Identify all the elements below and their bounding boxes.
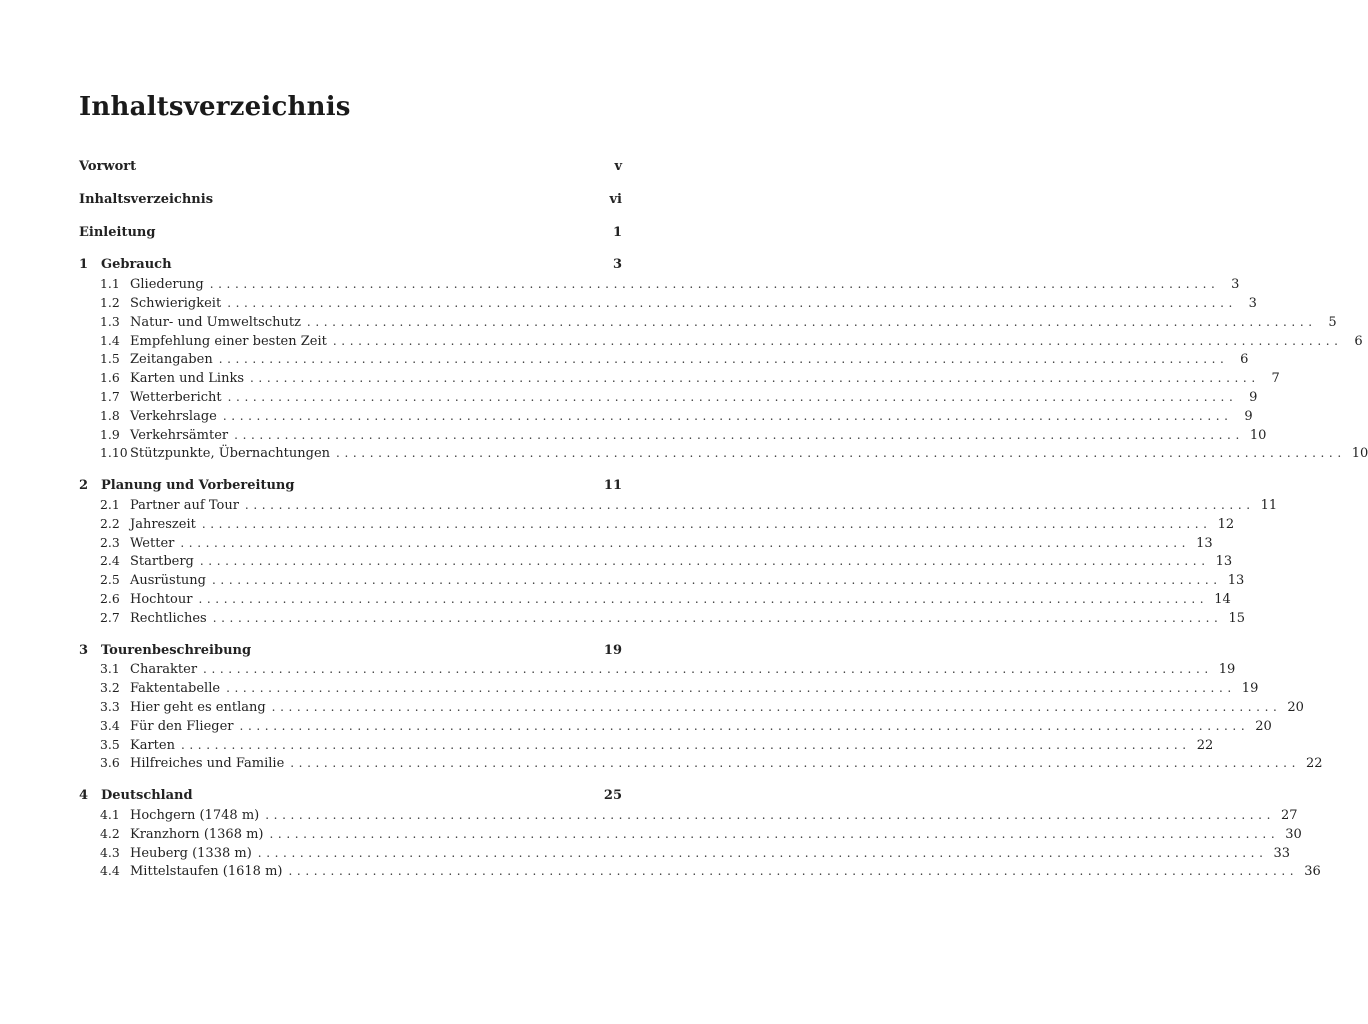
toc-dot-leader: ........................................................................................................................ xyxy=(199,554,1210,569)
toc-section-label: Für den Flieger xyxy=(130,718,234,734)
toc-section-label: Natur- und Umweltschutz xyxy=(130,314,301,330)
toc-front-entry[interactable] xyxy=(79,224,622,243)
toc-section-label: Kranzhorn (1368 m) xyxy=(130,826,264,842)
toc-dot-leader: ........................................................................................................................ xyxy=(332,333,1343,348)
toc-section-number: 1.8 xyxy=(100,407,120,423)
toc-dot-leader: ........................................................................................................................ xyxy=(211,573,1222,588)
toc-page-number: 10 xyxy=(1351,446,1368,462)
toc-page-number: 27 xyxy=(1280,807,1298,823)
toc-entry-label: Inhaltsverzeichnis xyxy=(79,191,214,207)
toc-page-number: 6 xyxy=(1354,333,1363,349)
toc-section-entry[interactable] xyxy=(79,660,1236,679)
toc-chapter-number: 1 xyxy=(79,257,89,273)
toc-page-number: 30 xyxy=(1285,826,1302,842)
toc-section-entry[interactable] xyxy=(79,332,1363,351)
toc-page-number: 6 xyxy=(1240,352,1249,368)
toc-section-number: 2.1 xyxy=(100,496,120,512)
toc-section-number: 3.5 xyxy=(100,736,120,752)
toc-section-label: Charakter xyxy=(130,662,198,678)
toc-dot-leader: ........................................................................................................................ xyxy=(226,681,1236,696)
toc-section-entry[interactable] xyxy=(79,679,1259,698)
toc-dot-leader: ........................................................................................................................ xyxy=(201,516,1212,531)
toc-section-number: 4.2 xyxy=(100,825,120,841)
toc-page-number: 3 xyxy=(612,257,622,273)
toc-page-number: 19 xyxy=(1241,681,1259,697)
toc-section-entry[interactable] xyxy=(79,552,1233,571)
toc-section-label: Hier geht es entlang xyxy=(130,699,266,715)
toc-section-label: Faktentabelle xyxy=(130,681,221,697)
toc-page-number: v xyxy=(614,159,622,174)
toc-page-number: 7 xyxy=(1271,371,1280,387)
toc-chapter-number: 3 xyxy=(79,642,89,658)
toc-dot-leader: ........................................................................................................................ xyxy=(265,807,1275,822)
toc-section-number: 1.7 xyxy=(100,388,120,404)
toc-section-label: Karten xyxy=(130,737,175,753)
toc-section-label: Wetterbericht xyxy=(130,389,222,405)
toc-dot-leader: ........................................................................................................................ xyxy=(234,427,1244,442)
toc-section-entry[interactable] xyxy=(79,609,1245,628)
toc-section-number: 1.9 xyxy=(100,426,120,442)
toc-section-number: 1.3 xyxy=(100,313,120,329)
toc-page-number: 33 xyxy=(1273,845,1291,861)
toc-section-entry[interactable] xyxy=(79,736,1214,755)
toc-section-entry[interactable] xyxy=(79,844,1291,863)
toc-section-number: 1.10 xyxy=(100,445,128,461)
toc-section-number: 1.4 xyxy=(100,332,120,348)
toc-dot-leader: ........................................................................................................................ xyxy=(336,446,1346,461)
toc-section-number: 3.3 xyxy=(100,698,120,714)
toc-page-number: 25 xyxy=(603,788,622,804)
toc-dot-leader: ........................................................................................................................ xyxy=(203,662,1213,677)
toc-page-number: 1 xyxy=(612,224,622,240)
toc-front-entry[interactable] xyxy=(79,191,622,210)
toc-section-number: 3.1 xyxy=(100,661,120,677)
toc-dot-leader: ........................................................................................................................ xyxy=(244,497,1255,512)
toc-dot-leader: ........................................................................................................................ xyxy=(209,277,1220,292)
toc-section-label: Hochgern (1748 m) xyxy=(130,807,260,823)
toc-section-number: 1.6 xyxy=(100,370,120,386)
toc-section-number: 2.6 xyxy=(100,590,120,606)
toc-section-label: Partner auf Tour xyxy=(130,497,239,513)
toc-chapter-entry[interactable] xyxy=(79,642,622,661)
toc-section-entry[interactable] xyxy=(79,698,1304,717)
toc-section-label: Verkehrslage xyxy=(130,408,217,424)
toc-dot-leader: ........................................................................................................................ xyxy=(180,535,1191,550)
toc-chapter-entry[interactable] xyxy=(79,787,622,806)
toc-section-label: Ausrüstung xyxy=(130,573,206,589)
toc-section-label: Rechtliches xyxy=(130,610,207,626)
toc-section-label: Zeitangaben xyxy=(130,352,213,368)
toc-section-label: Karten und Links xyxy=(130,371,245,387)
toc-chapter-label: Planung und Vorbereitung xyxy=(101,478,295,494)
toc-section-entry[interactable] xyxy=(79,313,1337,332)
toc-dot-leader: ........................................................................................................................ xyxy=(222,408,1233,423)
toc-section-label: Schwierigkeit xyxy=(130,295,222,311)
toc-section-number: 3.6 xyxy=(100,755,120,771)
toc-section-entry[interactable] xyxy=(79,590,1231,609)
toc-section-number: 2.7 xyxy=(100,609,120,625)
toc-section-number: 1.5 xyxy=(100,351,120,367)
toc-section-number: 3.2 xyxy=(100,680,120,696)
toc-dot-leader: ........................................................................................................................ xyxy=(180,737,1191,752)
toc-section-label: Startberg xyxy=(130,554,194,570)
toc-section-label: Mittelstaufen (1618 m) xyxy=(130,864,283,880)
toc-page-number: 19 xyxy=(1218,662,1236,678)
toc-section-entry[interactable] xyxy=(79,369,1280,388)
table-of-contents xyxy=(79,158,1368,881)
toc-dot-leader: ........................................................................................................................ xyxy=(250,371,1260,386)
toc-chapter-number: 2 xyxy=(79,478,89,494)
page-title: Inhaltsverzeichnis xyxy=(79,92,351,122)
toc-section-label: Wetter xyxy=(130,535,175,551)
toc-section-number: 1.2 xyxy=(100,294,120,310)
toc-page-number: 3 xyxy=(1231,277,1240,293)
toc-section-entry[interactable] xyxy=(79,571,1245,590)
toc-section-number: 2.5 xyxy=(100,572,120,588)
toc-section-label: Verkehrsämter xyxy=(130,427,229,443)
toc-dot-leader: ........................................................................................................................ xyxy=(218,352,1229,367)
toc-chapter-label: Deutschland xyxy=(101,788,193,804)
toc-entry-label: Vorwort xyxy=(79,159,137,174)
toc-entry-label: Einleitung xyxy=(79,224,156,240)
toc-page-number: 9 xyxy=(1244,408,1253,424)
toc-dot-leader: ........................................................................................................................ xyxy=(212,610,1223,625)
toc-page-number: 11 xyxy=(603,478,622,494)
toc-section-entry[interactable] xyxy=(79,515,1235,534)
toc-chapter-number: 4 xyxy=(79,788,89,804)
toc-dot-leader: ........................................................................................................................ xyxy=(290,756,1300,771)
toc-page-number: 22 xyxy=(1306,756,1323,772)
toc-section-entry[interactable] xyxy=(79,444,1368,463)
toc-page-number: 14 xyxy=(1214,591,1231,607)
toc-section-entry[interactable] xyxy=(79,388,1258,407)
toc-section-entry[interactable] xyxy=(79,717,1272,736)
toc-section-entry[interactable] xyxy=(79,294,1257,313)
toc-dot-leader: ........................................................................................................................ xyxy=(271,699,1282,714)
toc-page-number: 11 xyxy=(1260,497,1278,513)
toc-chapter-entry[interactable] xyxy=(79,477,622,496)
toc-page-number: 9 xyxy=(1249,389,1258,405)
toc-dot-leader: ........................................................................................................................ xyxy=(306,314,1317,329)
toc-dot-leader: ........................................................................................................................ xyxy=(227,389,1238,404)
toc-page-number: 22 xyxy=(1196,737,1214,753)
toc-section-number: 4.4 xyxy=(100,863,120,879)
toc-section-entry[interactable] xyxy=(79,754,1323,773)
toc-dot-leader: ........................................................................................................................ xyxy=(288,864,1299,879)
toc-dot-leader: ........................................................................................................................ xyxy=(227,295,1237,310)
toc-section-label: Stützpunkte, Übernachtungen xyxy=(130,446,331,462)
toc-chapter-label: Gebrauch xyxy=(101,257,172,273)
toc-page-number: 5 xyxy=(1328,314,1337,330)
toc-section-entry[interactable] xyxy=(79,534,1213,553)
toc-section-number: 4.3 xyxy=(100,844,120,860)
toc-section-entry[interactable] xyxy=(79,275,1240,294)
toc-section-label: Gliederung xyxy=(130,277,204,293)
toc-page-number: 36 xyxy=(1304,864,1321,880)
toc-section-number: 2.4 xyxy=(100,553,120,569)
toc-page-number: 13 xyxy=(1215,554,1233,570)
toc-section-number: 4.1 xyxy=(100,806,120,822)
toc-page-number: 3 xyxy=(1248,295,1257,311)
toc-section-entry[interactable] xyxy=(79,825,1302,844)
toc-section-number: 2.2 xyxy=(100,515,120,531)
toc-page-number: 12 xyxy=(1217,516,1235,532)
toc-page-number: 19 xyxy=(603,642,622,658)
toc-section-entry[interactable] xyxy=(79,426,1267,445)
toc-section-label: Hochtour xyxy=(130,591,193,607)
toc-dot-leader: ........................................................................................................................ xyxy=(239,718,1250,733)
toc-chapter-label: Tourenbeschreibung xyxy=(101,642,252,658)
toc-section-entry[interactable] xyxy=(79,350,1249,369)
toc-page-number: 15 xyxy=(1228,610,1245,626)
toc-page-number: 13 xyxy=(1196,535,1213,551)
toc-section-label: Hilfreiches und Familie xyxy=(130,756,285,772)
toc-section-number: 2.3 xyxy=(100,534,120,550)
toc-section-entry[interactable] xyxy=(79,862,1321,881)
toc-dot-leader: ........................................................................................................................ xyxy=(257,845,1268,860)
toc-page-number: 20 xyxy=(1287,699,1304,715)
toc-section-entry[interactable] xyxy=(79,407,1253,426)
toc-chapter-entry[interactable] xyxy=(79,256,622,275)
toc-section-label: Heuberg (1338 m) xyxy=(130,845,252,861)
toc-page-number: 10 xyxy=(1249,427,1267,443)
toc-section-number: 3.4 xyxy=(100,717,120,733)
toc-section-entry[interactable] xyxy=(79,806,1298,825)
toc-section-label: Empfehlung einer besten Zeit xyxy=(130,333,327,349)
toc-front-entry[interactable] xyxy=(79,158,622,177)
toc-section-label: Jahreszeit xyxy=(130,516,196,532)
toc-page-number: vi xyxy=(609,191,622,207)
toc-dot-leader: ........................................................................................................................ xyxy=(269,826,1280,841)
toc-section-number: 1.1 xyxy=(100,276,120,292)
toc-section-entry[interactable] xyxy=(79,496,1278,515)
toc-dot-leader: ........................................................................................................................ xyxy=(198,591,1209,606)
toc-page-number: 20 xyxy=(1255,718,1272,734)
toc-page-number: 13 xyxy=(1227,573,1245,589)
